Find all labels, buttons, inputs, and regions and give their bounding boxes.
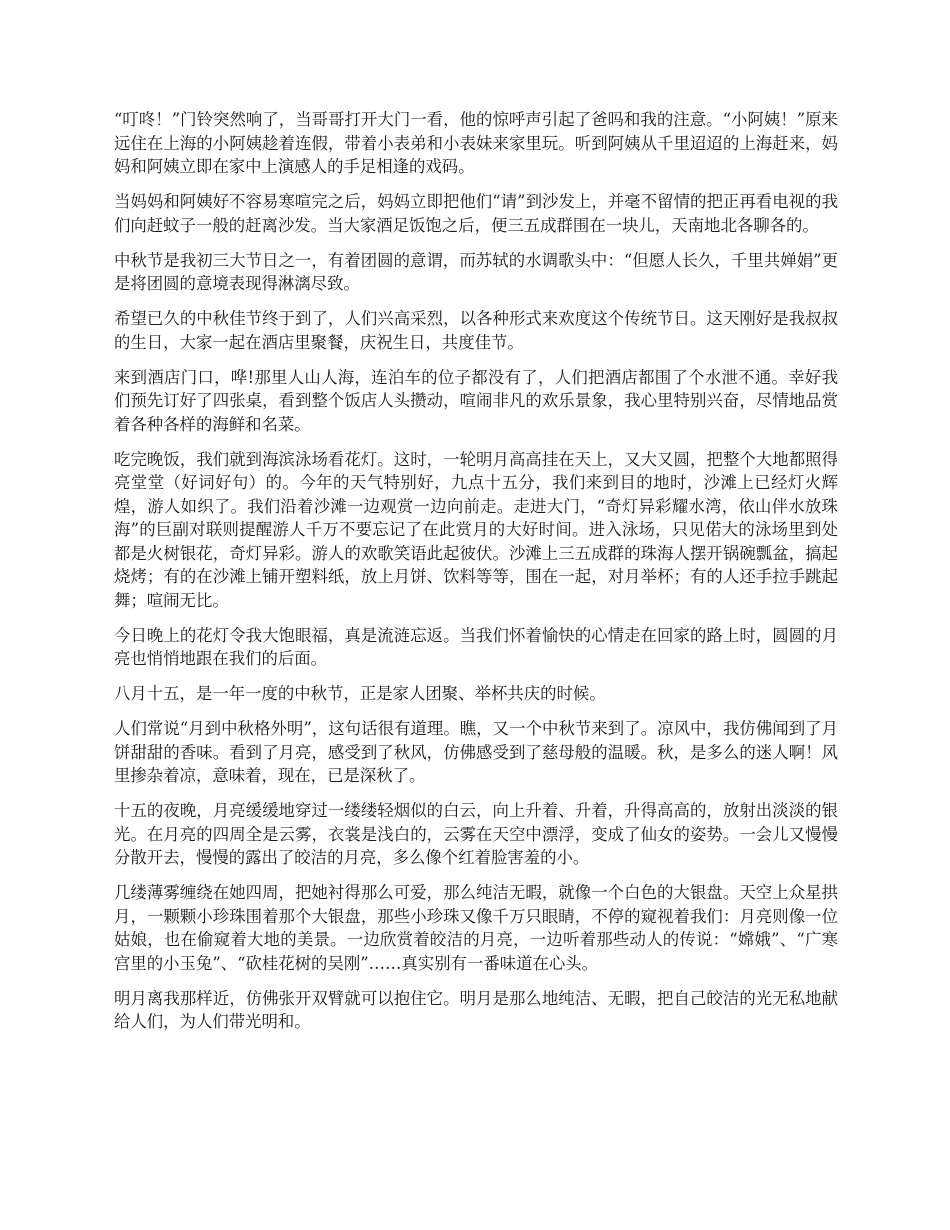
paragraph-3: 中秋节是我初三大节日之一，有着团圆的意谓，而苏轼的水调歌头中：“但愿人长久，千里共婵娟”更是将团圆的意境表现得淋漓尽致。 bbox=[114, 250, 838, 293]
paragraph-2: 当妈妈和阿姨好不容易寒喧完之后，妈妈立即把他们“请”到沙发上，并毫不留情的把正再看电视的我们向赶蚊子一般的赶离沙发。当大家酒足饭饱之后，便三五成群围在一块儿，天南地北各聊各的。 bbox=[114, 192, 838, 235]
paragraph-9: 人们常说“月到中秋格外明”，这句话很有道理。瞧，又一个中秋节来到了。凉风中，我仿佛闻到了月饼甜甜的香味。看到了月亮，感受到了秋风，仿佛感受到了慈母般的温暖。秋，是多么的迷人啊！风里掺杂着凉，意味着，现在，已是深秋了。 bbox=[114, 719, 838, 785]
paragraph-5: 来到酒店门口，哗!那里人山人海，连泊车的位子都没有了，人们把酒店都围了个水泄不通。幸好我们预先订好了四张桌，看到整个饭店人头攒动，喧闹非凡的欢乐景象，我心里特别兴奋，尽情地品赏着各种各样的海鲜和名菜。 bbox=[114, 367, 838, 434]
document-body bbox=[114, 108, 838, 1045]
paragraph-10: 十五的夜晚，月亮缓缓地穿过一缕缕轻烟似的白云，向上升着、升着，升得高高的，放射出淡淡的银光。在月亮的四周全是云雾，衣裳是浅白的，云雾在天空中漂浮，变成了仙女的姿势。一会儿又慢慢分散开去，慢慢的露出了皎洁的月亮，多么像个红着脸害羞的小。 bbox=[114, 801, 838, 867]
paragraph-8: 八月十五，是一年一度的中秋节，正是家人团聚、举杯共庆的时候。 bbox=[114, 684, 606, 703]
paragraph-4: 希望已久的中秋佳节终于到了，人们兴高采烈，以各种形式来欢度这个传统节日。这天刚好是我叔叔的生日，大家一起在酒店里聚餐，庆祝生日，共度佳节。 bbox=[114, 309, 838, 352]
paragraph-11: 几缕薄雾缠绕在她四周，把她衬得那么可爱，那么纯洁无暇，就像一个白色的大银盘。天空上众星拱月，一颗颗小珍珠围着那个大银盘，那些小珍珠又像千万只眼睛，不停的窥视着我们：月亮则像一位姑娘，也在偷窥着大地的美景。一边欣赏着皎洁的月亮，一边听着那些动人的传说：“嫦娥”、“广寒宫里的小玉兔”、“砍桂花树的吴刚”……真实别有一番味道在心头。 bbox=[114, 883, 838, 973]
paragraph-12: 明月离我那样近，仿佛张开双臂就可以抱住它。明月是那么地纯洁、无暇，把自己皎洁的光无私地献给人们，为人们带光明和。 bbox=[114, 988, 838, 1031]
paragraph-7: 今日晚上的花灯令我大饱眼福，真是流涟忘返。当我们怀着愉快的心情走在回家的路上时，圆圆的月亮也悄悄地跟在我们的后面。 bbox=[114, 625, 838, 668]
paragraph-6: 吃完晚饭，我们就到海滨泳场看花灯。这时，一轮明月高高挂在天上，又大又圆，把整个大地都照得亮堂堂（好词好句）的。今年的天气特别好，九点十五分，我们来到目的地时，沙滩上已经灯火辉煌，游人如织了。我们沿着沙滩一边观赏一边向前走。走进大门，“奇灯异彩耀水湾，依山伴水放珠海”的巨副对联则提醒游人千万不要忘记了在此赏月的大好时间。进入泳场，只见偌大的泳场里到处都是火树银花，奇灯异彩。游人的欢歌笑语此起彼伏。沙滩上三五成群的珠海人摆开锅碗瓢盆，搞起烧烤；有的在沙滩上铺开塑料纸，放上月饼、饮料等等，围在一起，对月举杯；有的人还手拉手跳起舞；喧闹无比。 bbox=[114, 449, 838, 610]
paragraph-1: “叮咚！”门铃突然响了，当哥哥打开大门一看，他的惊呼声引起了爸吗和我的注意。“小阿姨！”原来远住在上海的小阿姨趁着连假，带着小表弟和小表妹来家里玩。听到阿姨从千里迢迢的上海赶来，妈妈和阿姨立即在家中上演感人的手足相逢的戏码。 bbox=[114, 110, 838, 176]
